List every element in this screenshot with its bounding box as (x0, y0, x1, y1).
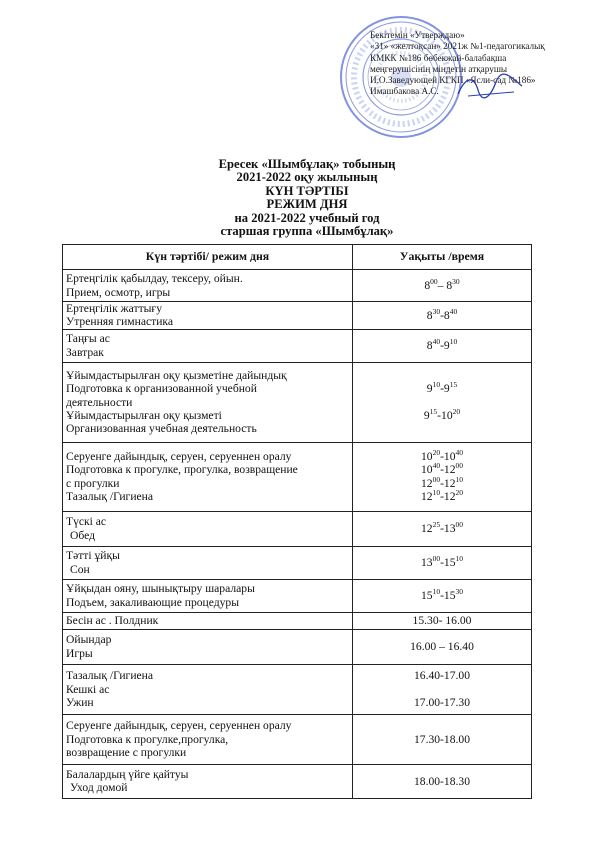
time-value: $8^{30}-8^{40}$ (426, 306, 458, 322)
table-row (63, 629, 532, 664)
activity-line: Ертеңгілік жаттығу (66, 302, 162, 315)
time-minutes: 20 (432, 448, 441, 458)
activity-line: Серуенге дайындық, серуен, серуеннен оралу (66, 719, 292, 733)
schedule-body (63, 270, 532, 799)
time-cell (353, 442, 532, 511)
time-cell (353, 612, 532, 629)
activity-line: Подготовка к организованной учебной (66, 382, 257, 396)
table-header-row (63, 245, 532, 270)
activity-line: Ойындар (66, 633, 112, 647)
title-line: КҮН ТӘРТІБІ (265, 183, 349, 198)
activity-line: Түскі ас (66, 515, 107, 529)
time-value: $8^{40}-9^{10}$ (426, 337, 458, 353)
table-row (63, 764, 532, 798)
time-cell (353, 764, 532, 798)
time-minutes: 40 (432, 461, 441, 471)
title-line: Ересек «Шымбұлақ» тобының (218, 157, 396, 171)
table-row (63, 612, 532, 629)
activity-cell (63, 302, 353, 330)
title-line: 2021-2022 оқу жылының (236, 170, 378, 185)
time-value: $10^{20}-10^{40}$ (420, 448, 464, 463)
time-cell (353, 270, 532, 302)
approval-line: Бекітемін «Утверждаю» (370, 30, 465, 40)
time-value: $9^{10}-9^{15}$ (426, 380, 458, 395)
time-minutes: 25 (432, 520, 441, 530)
table-row (63, 270, 532, 302)
table-row (63, 714, 532, 764)
time-minutes: 15 (429, 407, 438, 417)
activity-line: возвращение с прогулки (66, 746, 187, 760)
activity-line: Ұйқыдан ояну, шынықтыру шаралары (66, 582, 255, 596)
activity-line: Завтрак (66, 345, 104, 359)
time-value: $13^{00}-15^{10}$ (420, 554, 464, 570)
activity-cell (63, 511, 353, 546)
activity-line: Ертеңгілік қабылдау, тексеру, ойын. (66, 272, 243, 286)
time-value: $8^{00}-$ $8^{30}$ (424, 276, 460, 292)
time-value: 16.40-17.00 (413, 668, 471, 682)
activity-cell (63, 714, 353, 764)
time-minutes: 40 (449, 306, 458, 316)
time-value: $12^{25}-13^{00}$ (420, 520, 464, 536)
time-cell (353, 664, 532, 714)
activity-line: Подготовка к прогулке, прогулка, возвращение (66, 463, 298, 477)
time-minutes: 30 (432, 306, 441, 316)
activity-cell (63, 329, 353, 362)
time-value: 15.30- 16.00 (412, 614, 472, 628)
approval-line: И.О.Заведующей КГКП «Ясли-сад №186» (370, 75, 536, 86)
activity-cell (63, 612, 353, 629)
activity-line: Балалардың үйге қайтуы (66, 767, 189, 781)
approval-line: КМКК №186 бөбекжай-балабақша (370, 52, 507, 63)
time-minutes: 00 (455, 520, 464, 530)
activity-line: Обед (70, 528, 96, 542)
activity-line: Таңғы ас (66, 332, 110, 346)
title-line: на 2021-2022 учебный год (234, 210, 380, 225)
time-minutes: 00 (432, 554, 441, 564)
table-row (63, 302, 532, 330)
activity-cell (63, 764, 353, 798)
time-value: $15^{10}-15^{30}$ (420, 587, 464, 603)
activity-cell (63, 664, 353, 714)
time-minutes: 20 (452, 407, 461, 417)
time-value: 17.30-18.00 (413, 732, 471, 746)
time-value: $12^{10}-12^{20}$ (420, 488, 464, 504)
activity-line: Прием, осмотр, игры (66, 285, 171, 299)
time-cell (353, 714, 532, 764)
time-minutes: 10 (432, 587, 441, 597)
activity-line: Сон (70, 562, 90, 576)
time-minutes: 40 (432, 337, 441, 347)
time-cell (353, 579, 532, 612)
activity-line: деятельности (66, 395, 133, 409)
time-value: 18.00-18.30 (413, 774, 471, 788)
schedule-table (62, 244, 532, 799)
time-value: 17.00-17.30 (413, 696, 471, 710)
column-header-time: Уақыты /время (353, 245, 532, 270)
activity-line: Бесін ас . Полдник (66, 614, 159, 628)
time-value: $12^{00}-12^{10}$ (420, 474, 464, 490)
activity-line: Подготовка к прогулке,прогулка, (66, 732, 229, 746)
title-line: старшая группа «Шымбұлақ» (220, 224, 394, 239)
activity-cell (63, 579, 353, 612)
time-minutes: 10 (455, 474, 464, 484)
activity-line: Подъем, закаливающие процедуры (66, 595, 240, 609)
approval-line: Имашбакова А.С. (370, 86, 439, 97)
time-minutes: 40 (455, 448, 464, 458)
time-cell (353, 329, 532, 362)
approval-line: меңгерушісінің міндетін атқарушы (370, 63, 508, 74)
activity-line: с прогулки (66, 476, 120, 490)
time-minutes: 30 (452, 276, 460, 286)
table-row (63, 362, 532, 442)
signature (456, 72, 526, 102)
activity-line: Тәтті ұйқы (66, 549, 120, 563)
time-minutes: 30 (455, 587, 464, 597)
time-value: $9^{15}-10^{20}$ (423, 407, 461, 423)
time-minutes: 10 (455, 554, 464, 564)
time-minutes: 10 (449, 337, 458, 347)
time-cell (353, 546, 532, 579)
activity-cell (63, 546, 353, 579)
activity-line: Организованная учебная деятельность (66, 422, 257, 436)
time-cell (353, 511, 532, 546)
time-minutes: 00 (455, 461, 464, 471)
activity-line: Серуенге дайындық, серуен, серуеннен оралу (66, 450, 292, 463)
table-row (63, 442, 532, 511)
approval-line: «31» «желтоқсан» 2021ж №1-педагогикалық (370, 41, 545, 52)
activity-cell (63, 442, 353, 511)
activity-cell (63, 362, 353, 442)
activity-line: Тазалық /Гигиена (66, 669, 154, 683)
column-header-activity: Күн тәртібі/ режим дня (63, 245, 353, 270)
time-cell (353, 362, 532, 442)
activity-line: Тазалық /Гигиена (66, 490, 154, 504)
time-cell (353, 302, 532, 330)
activity-line: Кешкі ас (66, 682, 110, 696)
activity-line: Ұйымдастырылған оқу қызметі (66, 409, 222, 423)
activity-line: Ұйымдастырылған оқу қызметіне дайындық (66, 368, 287, 382)
activity-line: Ужин (66, 696, 94, 710)
table-row (63, 329, 532, 362)
activity-cell (63, 629, 353, 664)
table-row (63, 511, 532, 546)
activity-line: Игры (66, 646, 93, 660)
activity-cell (63, 270, 353, 302)
time-value: $10^{40}-12^{00}$ (420, 461, 464, 477)
title-line: РЕЖИМ ДНЯ (266, 197, 348, 212)
time-minutes: 00 (430, 276, 438, 286)
table-row (63, 664, 532, 714)
activity-line: Утренняя гимнастика (66, 315, 173, 329)
time-minutes: 10 (432, 488, 441, 498)
table-row (63, 546, 532, 579)
time-value: 16.00 – 16.40 (410, 640, 474, 654)
document-title (62, 158, 552, 238)
time-cell (353, 629, 532, 664)
time-minutes: 20 (455, 488, 464, 498)
time-minutes: 10 (432, 380, 441, 390)
time-minutes: 15 (449, 380, 458, 390)
table-row (63, 579, 532, 612)
time-minutes: 00 (432, 474, 441, 484)
activity-line: Уход домой (70, 781, 128, 795)
